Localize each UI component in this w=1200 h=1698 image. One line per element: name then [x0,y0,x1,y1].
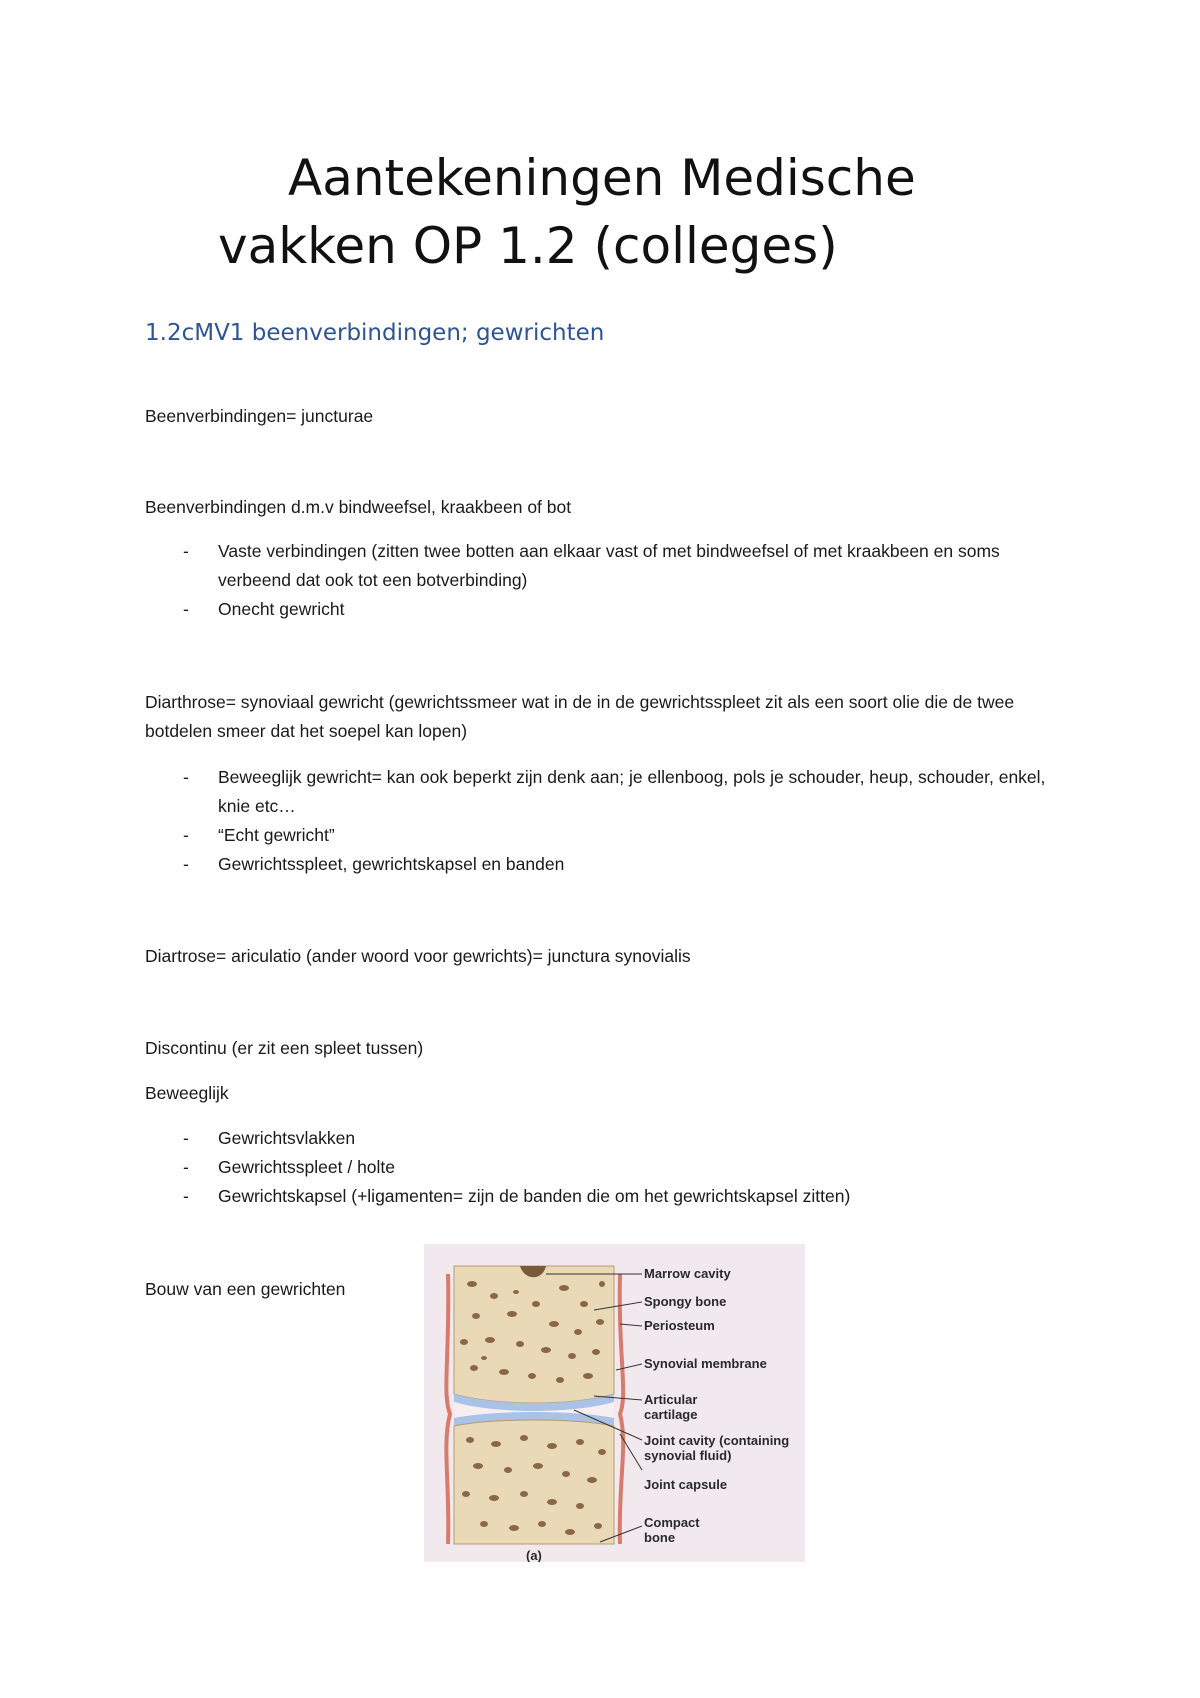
page-title-line-2: vakken OP 1.2 (colleges) [218,217,838,275]
list-beenverbindingen [145,537,1065,624]
paragraph-diartrose: Diartrose= ariculatio (ander woord voor gewrichts)= junctura synovialis [145,946,691,966]
list-item-text: Gewrichtsspleet / holte [218,1157,396,1177]
synovial-joint-diagram [424,1244,805,1562]
list-item-text: Vaste verbindingen (zitten twee botten aan elkaar vast of met bindweefsel of met kraakbeen en soms verbeend dat ook tot een botverbinding) [218,541,1000,590]
bullet-dash: - [183,825,189,845]
label-marrow-cavity: Marrow cavity [644,1266,731,1281]
figure-caption: (a) [526,1548,542,1562]
list-beweeglijk [145,1124,1065,1211]
paragraph-discontinu: Discontinu (er zit een spleet tussen) [145,1038,424,1058]
list-item [145,537,1065,595]
list-item [145,1153,1065,1182]
synovial-joint-figure [424,1244,805,1562]
bullet-dash: - [183,1128,189,1148]
label-joint-capsule: Joint capsule [644,1477,728,1492]
bullet-dash: - [183,854,189,874]
list-diarthrose [145,763,1065,879]
upper-bone [454,1266,614,1403]
page-title-line-1: Aantekeningen Medische [288,149,916,207]
joint-capsule-left [446,1274,450,1544]
label-compact-line-1: Compact [644,1515,700,1530]
label-joint-cavity-line-2: synovial fluid) [644,1448,732,1463]
list-item-text: “Echt gewricht” [218,825,335,845]
label-articular-line-1: Articular [644,1392,698,1407]
bullet-dash: - [183,1157,189,1177]
list-item [145,595,1065,624]
label-compact-line-2: bone [644,1530,676,1545]
list-item-text: Beweeglijk gewricht= kan ook beperkt zijn denk aan; je ellenboog, pols je schouder, heup, schouder, enkel, knie etc… [218,767,1046,816]
paragraph-bouw: Bouw van een gewrichten [145,1279,346,1299]
list-item [145,1182,1065,1211]
list-item [145,1124,1065,1153]
list-item-text: Gewrichtskapsel (+ligamenten= zijn de banden die om het gewrichtskapsel zitten) [218,1186,851,1206]
joint-capsule-right [620,1274,623,1544]
bullet-dash: - [183,599,189,619]
list-item-text: Gewrichtsspleet, gewrichtskapsel en banden [218,854,565,874]
label-articular-line-2: cartilage [644,1407,698,1422]
label-spongy-bone: Spongy bone [644,1294,727,1309]
list-item [145,821,1065,850]
list-item [145,763,1065,821]
list-item-text: Gewrichtsvlakken [218,1128,356,1148]
label-periosteum: Periosteum [644,1318,715,1333]
section-heading: 1.2cMV1 beenverbindingen; gewrichten [145,320,605,346]
label-synovial-membrane: Synovial membrane [644,1356,767,1371]
label-joint-cavity-line-1: Joint cavity (containing [644,1433,790,1448]
list-item-text: Onecht gewricht [218,599,345,619]
page-title [218,144,1038,280]
paragraph-beenverbindingen: Beenverbindingen= juncturae [145,406,374,426]
list-item [145,850,1065,879]
bullet-dash: - [183,767,189,787]
paragraph-diarthrose: Diarthrose= synoviaal gewricht (gewrichtssmeer wat in de in de gewrichtsspleet zit als een soort olie die de twee botdelen smeer dat het soepel kan lopen) [145,692,1015,741]
paragraph-beweeglijk: Beweeglijk [145,1083,229,1103]
bullet-dash: - [183,541,189,561]
paragraph-beenverbindingen-dmv: Beenverbindingen d.m.v bindweefsel, kraakbeen of bot [145,497,572,517]
bullet-dash: - [183,1186,189,1206]
